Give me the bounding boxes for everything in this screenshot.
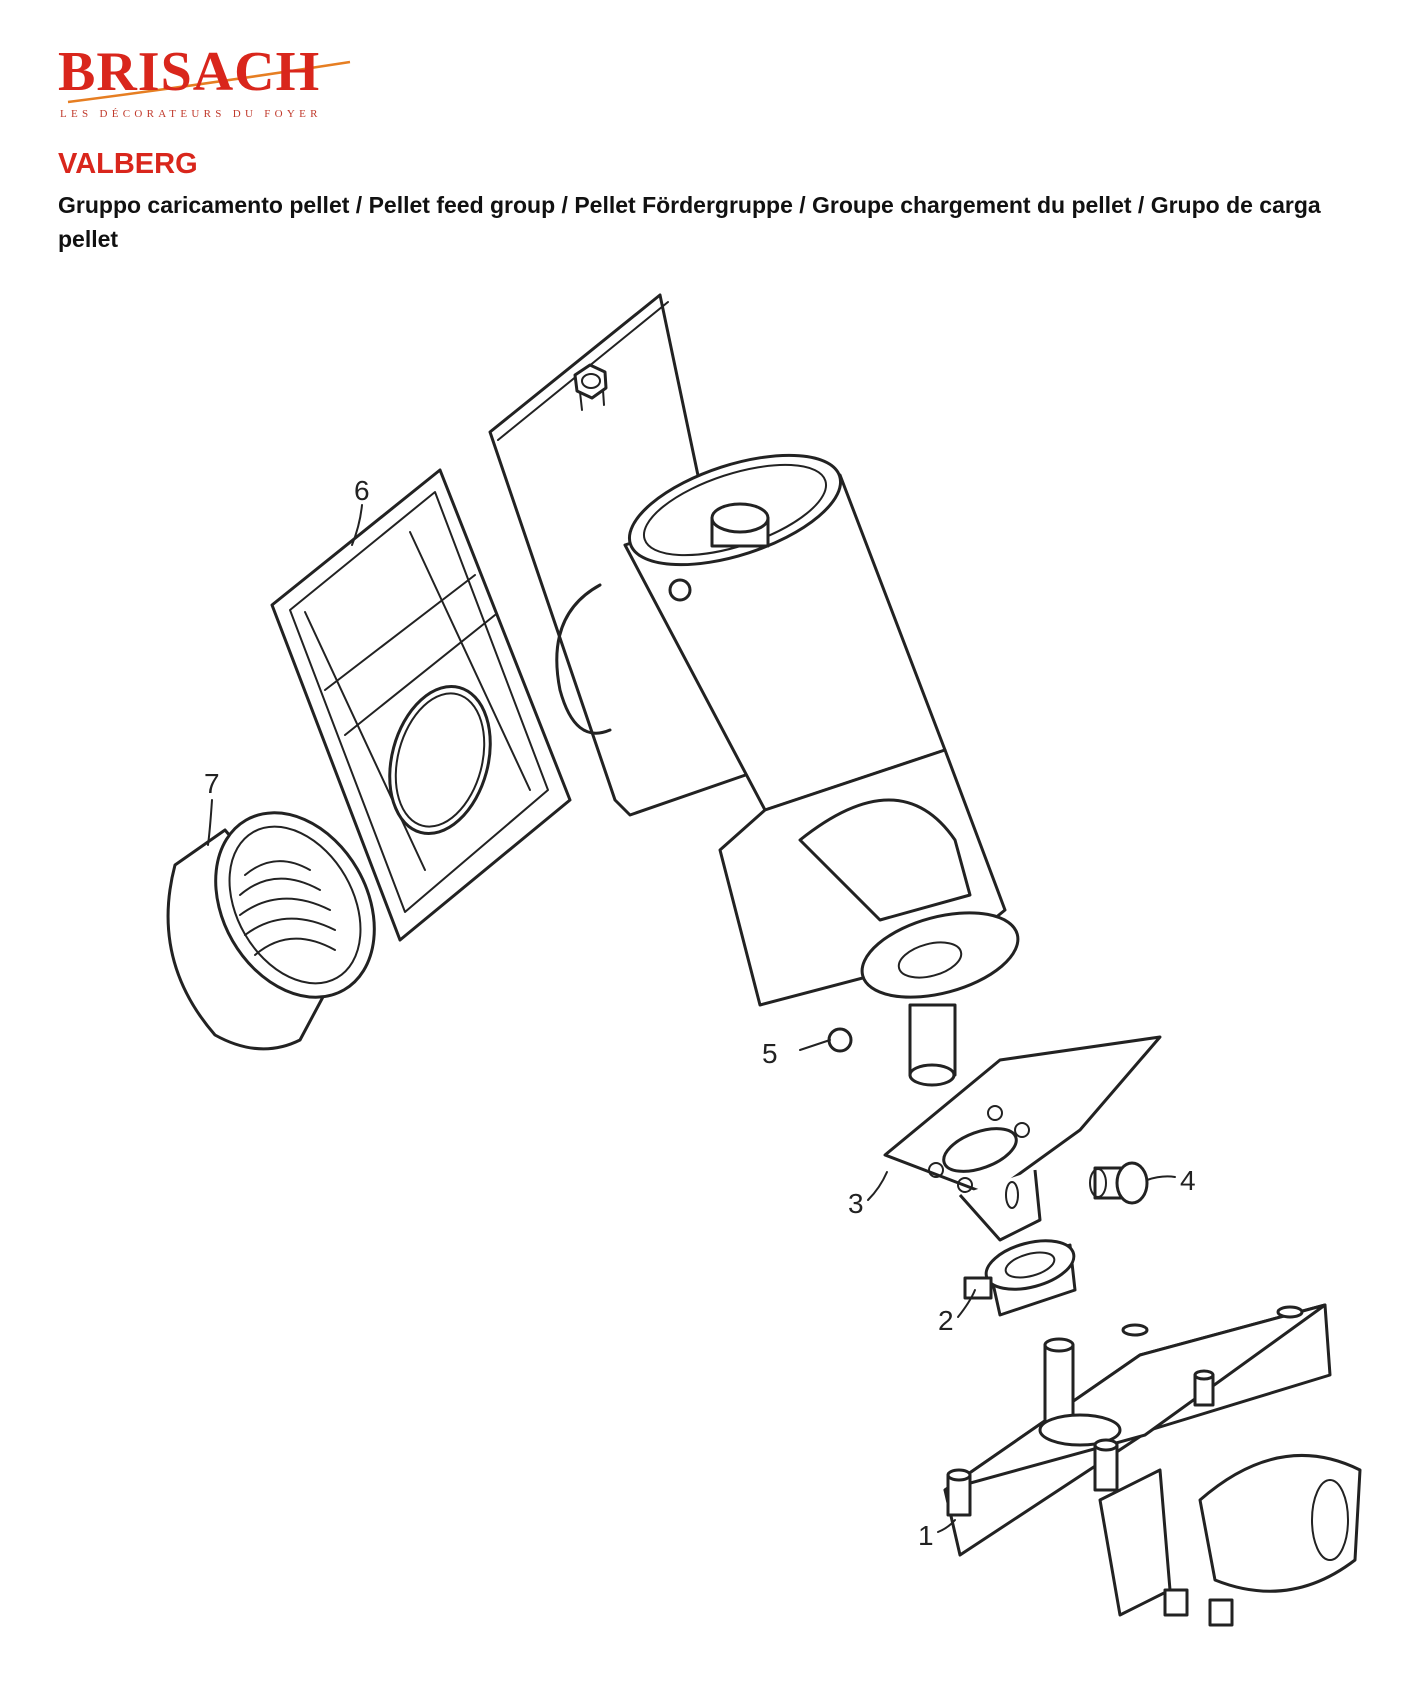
gear-motor: [945, 1305, 1360, 1625]
bushing: [1090, 1163, 1147, 1203]
part-label-2: 2: [938, 1305, 954, 1336]
part-label-7: 7: [204, 768, 220, 799]
part-label-3: 3: [848, 1188, 864, 1219]
part-label-1: 1: [918, 1520, 934, 1551]
brand-tagline: LES DÉCORATEURS DU FOYER: [60, 108, 322, 120]
brand-name: BRISACH: [58, 41, 321, 103]
model-title: VALBERG: [58, 148, 198, 180]
part-label-6: 6: [354, 475, 370, 506]
part-label-4: 4: [1180, 1165, 1196, 1196]
document-subtitle: Gruppo caricamento pellet / Pellet feed group / Pellet Fördergruppe / Groupe chargement du pellet / Grupo de carga pellet: [58, 192, 1321, 252]
bearing: [965, 1232, 1079, 1315]
part-label-5: 5: [762, 1038, 778, 1069]
